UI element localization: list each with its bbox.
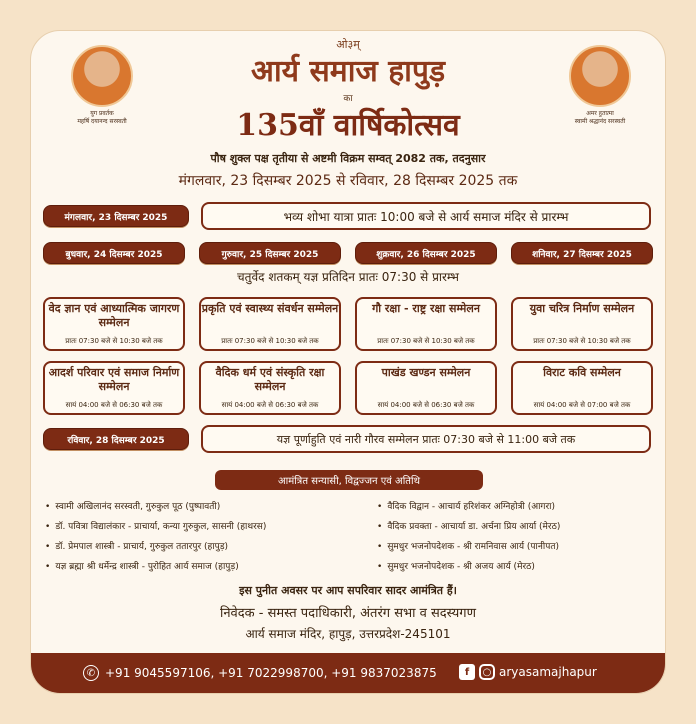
guest-item: • वैदिक प्रवक्ता - आचार्या डा. अर्चना प्रिय आर्या (मेरठ) <box>377 519 560 532</box>
invitation-message: इस पुनीत अवसर पर आप सपरिवार सादर आमंत्रित हैं। <box>239 584 457 597</box>
guest-item: • डॉ. पवित्रा विद्यालंकार - प्राचार्या, कन्या गुरुकुल, सासनी (हाथरस) <box>45 519 266 532</box>
calendar-subtitle: पौष शुक्ल पक्ष तृतीया से अष्टमी विक्रम सम्वत् 2082 तक, तदनुसार <box>210 152 486 165</box>
instagram-icon: ○ <box>479 664 495 680</box>
session-card <box>43 361 185 415</box>
title-connector: का <box>343 94 353 104</box>
day-badge-thursday: गुरुवार, 25 दिसम्बर 2025 <box>199 242 341 264</box>
day-badge-friday: शुक्रवार, 26 दिसम्बर 2025 <box>355 242 497 264</box>
session-time: सायं 04:00 बजे से 06:30 बजे तक <box>221 401 319 409</box>
guest-item: • डॉ. प्रेमपाल शास्त्री - प्राचार्य, गुरुकुल ततारपुर (हापुड़) <box>45 539 228 552</box>
day-badge-saturday: शनिवार, 27 दिसम्बर 2025 <box>511 242 653 264</box>
portrait-left-caption: युग प्रवर्तक <box>90 110 114 117</box>
session-time: प्रातः 07:30 बजे से 10:30 बजे तक <box>377 337 475 345</box>
session-card <box>43 297 185 351</box>
session-time: सायं 04:00 बजे से 06:30 बजे तक <box>65 401 163 409</box>
session-name: विराट कवि सम्मेलन <box>543 366 621 379</box>
session-name: वेद ज्ञान एवं आध्यात्मिक जागरण सम्मेलन <box>48 302 180 329</box>
social-handle <box>459 664 597 680</box>
guests-heading: आमंत्रित सन्यासी, विद्वज्जन एवं अतिथि <box>215 470 483 490</box>
session-name: युवा चरित्र निर्माण सम्मेलन <box>529 302 635 315</box>
page-title: आर्य समाज हापुड़ <box>251 54 445 89</box>
session-time: प्रातः 07:30 बजे से 10:30 बजे तक <box>65 337 163 345</box>
session-card <box>511 361 653 415</box>
portrait-left-name: महर्षि दयानन्द सरस्वती <box>77 117 127 125</box>
venue-address: आर्य समाज मंदिर, हापुड़, उत्तरप्रदेश-245101 <box>245 627 451 641</box>
social-handle-text: aryasamajhapur <box>499 665 597 679</box>
session-card <box>355 297 497 351</box>
daily-yagya: चतुर्वेद शतकम् यज्ञ प्रतिदिन प्रातः 07:30 से प्रारम्भ <box>237 270 459 284</box>
session-time: प्रातः 07:30 बजे से 10:30 बजे तक <box>533 337 631 345</box>
portrait-dayanand-image <box>71 45 133 107</box>
closing-ceremony-event: यज्ञ पूर्णाहुति एवं नारी गौरव सम्मेलन प्रातः 07:30 बजे से 11:00 बजे तक <box>201 425 651 453</box>
session-time: प्रातः 07:30 बजे से 10:30 बजे तक <box>221 337 319 345</box>
session-name: प्रकृति एवं स्वास्थ्य संवर्धन सम्मेलन <box>201 302 339 315</box>
session-name: आदर्श परिवार एवं समाज निर्माण सम्मेलन <box>48 366 180 393</box>
guest-item: • वैदिक विद्वान - आचार्य हरिशंकर अग्निहोत्री (आगरा) <box>377 499 555 512</box>
guest-item: • यज्ञ ब्रह्मा श्री धर्मेन्द्र शास्त्री - पुरोहित आर्य समाज (हापुड़) <box>45 559 239 572</box>
portrait-right-name: स्वामी श्रद्धानंद सरस्वती <box>574 117 626 125</box>
session-card <box>511 297 653 351</box>
session-time: सायं 04:00 बजे से 07:00 बजे तक <box>533 401 631 409</box>
facebook-icon: f <box>459 664 475 680</box>
om-heading: ओ३म् <box>336 38 360 51</box>
procession-event: भव्य शोभा यात्रा प्रातः 10:00 बजे से आर्य समाज मंदिर से प्रारम्भ <box>201 202 651 230</box>
footer-bar <box>31 653 665 694</box>
session-name: पाखंड खण्डन सम्मेलन <box>381 366 471 379</box>
portrait-right <box>555 45 645 125</box>
day-badge-tuesday: मंगलवार, 23 दिसम्बर 2025 <box>43 205 189 227</box>
portrait-right-caption: अमर हुतात्मा <box>586 110 614 117</box>
contact-phones <box>83 665 437 681</box>
date-range: मंगलवार, 23 दिसम्बर 2025 से रविवार, 28 दिसम्बर 2025 तक <box>178 173 518 189</box>
phone-icon: ✆ <box>83 665 99 681</box>
day-badge-sunday: रविवार, 28 दिसम्बर 2025 <box>43 428 189 450</box>
organizer-line: निवेदक - समस्त पदाधिकारी, अंतरंग सभा व सदस्यगण <box>219 606 477 621</box>
session-name: वैदिक धर्म एवं संस्कृति रक्षा सम्मेलन <box>215 366 325 393</box>
session-card <box>355 361 497 415</box>
session-name: गौ रक्षा - राष्ट्र रक्षा सम्मेलन <box>372 302 480 315</box>
portrait-left <box>57 45 147 125</box>
session-card <box>199 361 341 415</box>
portrait-shraddhanand-image <box>569 45 631 107</box>
invitation-card <box>30 30 666 694</box>
day-badge-wednesday: बुधवार, 24 दिसम्बर 2025 <box>43 242 185 264</box>
event-title: 135वाँ वार्षिकोत्सव <box>236 108 460 143</box>
guest-item: • स्वामी अखिलानंद सरस्वती, गुरुकुल पूठ (पुष्पावती) <box>45 499 220 512</box>
guest-item: • सुमधुर भजनोपदेशक - श्री अजय आर्य (मेरठ) <box>377 559 535 572</box>
session-card <box>199 297 341 351</box>
guest-item: • सुमधुर भजनोपदेशक - श्री रामनिवास आर्य (पानीपत) <box>377 539 559 552</box>
session-time: सायं 04:00 बजे से 06:30 बजे तक <box>377 401 475 409</box>
phone-numbers: +91 9045597106, +91 7022998700, +91 9837023875 <box>105 666 437 680</box>
